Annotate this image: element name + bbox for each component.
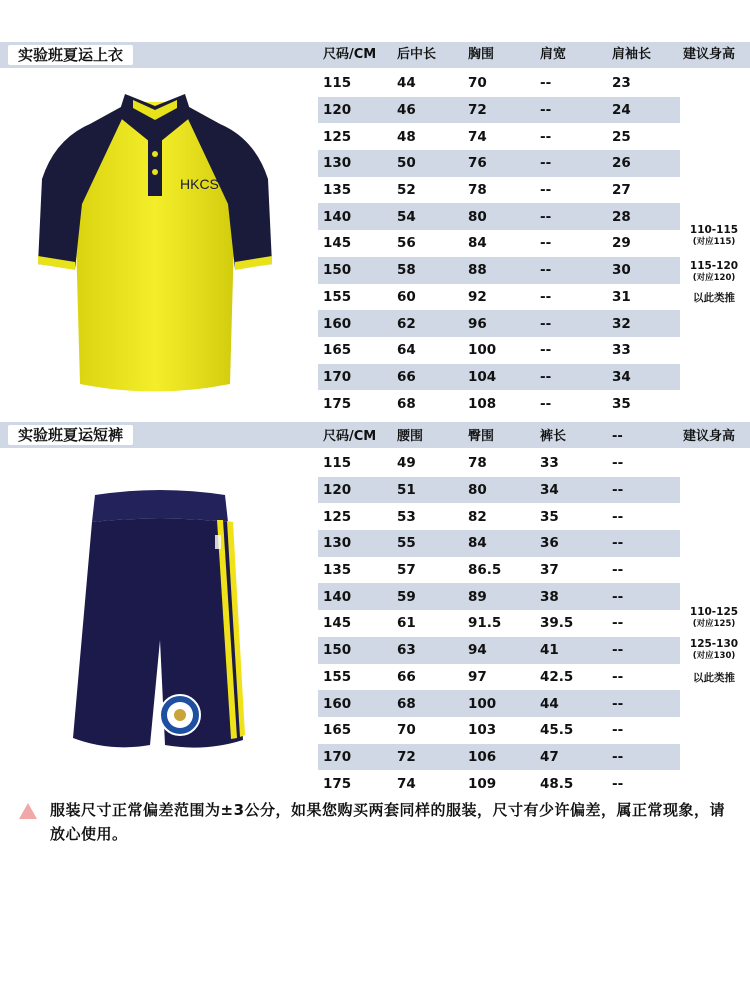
shorts-cell: 84 (463, 530, 535, 557)
shirt-size-table (318, 70, 680, 417)
shirt-cell: 30 (607, 257, 680, 284)
shorts-image (65, 490, 255, 770)
shorts-row (318, 450, 680, 477)
shorts-cell: 170 (318, 744, 392, 771)
shorts-row (318, 503, 680, 530)
shirt-cell: -- (540, 75, 552, 92)
shorts-cell: -- (612, 508, 624, 525)
shirt-cell: 25 (612, 128, 631, 145)
shirt-row (318, 364, 680, 391)
shirt-cell: 33 (612, 342, 631, 359)
shirt-col-sleeve: 肩袖长 (612, 47, 652, 62)
shirt-row (318, 390, 680, 417)
shorts-cell: 63 (392, 637, 463, 664)
shirt-row (318, 123, 680, 150)
shorts-cell: 106 (463, 744, 535, 771)
shirt-cell: 26 (607, 150, 680, 177)
shirt-cell: -- (535, 257, 607, 284)
shirt-cell: 165 (323, 342, 352, 359)
shirt-row (318, 337, 680, 364)
shirt-cell: 170 (318, 364, 392, 391)
shirt-cell: 175 (323, 395, 352, 412)
shorts-cell: 109 (468, 775, 497, 792)
shirt-row (318, 150, 680, 177)
shorts-rec-note1: (对应125) (692, 619, 736, 629)
shorts-rec-etc: 以此类推 (693, 672, 735, 684)
shorts-cell: 160 (318, 690, 392, 717)
shirt-cell: 64 (397, 342, 416, 359)
shirt-cell: 72 (463, 97, 535, 124)
shorts-cell: 150 (318, 637, 392, 664)
shirt-cell: 66 (392, 364, 463, 391)
shirt-cell: 92 (468, 288, 487, 305)
shorts-col-length: 裤长 (540, 429, 567, 444)
shorts-cell: 91.5 (468, 615, 502, 632)
shorts-cell: 80 (463, 477, 535, 504)
shorts-cell: 135 (323, 562, 352, 579)
shirt-col-size: 尺码/CM (323, 47, 377, 62)
shorts-cell: -- (607, 477, 680, 504)
shirt-cell: -- (540, 395, 552, 412)
shorts-cell: 51 (392, 477, 463, 504)
shorts-cell: -- (607, 530, 680, 557)
shorts-col-waist: 腰围 (397, 429, 424, 444)
shirt-cell: -- (535, 364, 607, 391)
shirt-cell: 31 (612, 288, 631, 305)
shorts-cell: 68 (392, 690, 463, 717)
shirt-cell: 88 (463, 257, 535, 284)
shirt-row (318, 257, 680, 284)
shirt-cell: 56 (397, 235, 416, 252)
shirt-row (318, 284, 680, 311)
shirt-rec-etc: 以此类推 (693, 292, 735, 304)
shirt-cell: 140 (318, 203, 392, 230)
shirt-cell: 160 (318, 310, 392, 337)
shirt-col-back-length: 后中长 (397, 47, 437, 62)
shorts-cell: 41 (535, 637, 607, 664)
shorts-cell: 86.5 (468, 562, 502, 579)
shorts-row (318, 744, 680, 771)
shirt-cell: 150 (318, 257, 392, 284)
shorts-col-blank: -- (612, 429, 623, 444)
shorts-cell: 53 (397, 508, 416, 525)
shorts-cell: -- (612, 615, 624, 632)
shirt-cell: 48 (397, 128, 416, 145)
shirt-cell: -- (535, 203, 607, 230)
shirt-cell: -- (540, 342, 552, 359)
shirt-rec-range2: 115-120 (689, 260, 739, 272)
size-deviation-note: 服装尺寸正常偏差范围为±3公分，如果您购买两套同样的服装，尺寸有少许偏差，属正常现象，请放心使用。 (50, 801, 726, 843)
shirt-cell: 50 (392, 150, 463, 177)
shirt-row (318, 97, 680, 124)
shirt-title: 实验班夏运上衣 (8, 45, 133, 65)
shorts-cell: 33 (540, 455, 559, 472)
shirt-cell: 70 (468, 75, 487, 92)
shorts-cell: 78 (468, 455, 487, 472)
shorts-row (318, 637, 680, 664)
shirt-cell: 28 (607, 203, 680, 230)
shirt-cell: 52 (397, 182, 416, 199)
shirt-cell: 44 (397, 75, 416, 92)
shorts-cell: 100 (463, 690, 535, 717)
shirt-cell: 76 (463, 150, 535, 177)
shirt-cell: 80 (463, 203, 535, 230)
shorts-rec-note2: (对应130) (692, 651, 736, 661)
shirt-cell: -- (535, 310, 607, 337)
shorts-cell: 74 (397, 775, 416, 792)
shorts-cell: 49 (397, 455, 416, 472)
shorts-cell: 37 (540, 562, 559, 579)
shirt-cell: 78 (468, 182, 487, 199)
shirt-logo-text: HKCS (180, 176, 219, 192)
shorts-cell: 66 (397, 668, 416, 685)
shorts-row (318, 610, 680, 637)
shorts-cell: 70 (397, 722, 416, 739)
shirt-cell: 125 (323, 128, 352, 145)
shirt-cell: 115 (323, 75, 352, 92)
shorts-cell: 38 (535, 583, 607, 610)
shirt-cell: 130 (318, 150, 392, 177)
shorts-row (318, 557, 680, 584)
shorts-cell: 175 (323, 775, 352, 792)
shorts-cell: 55 (392, 530, 463, 557)
shorts-cell: -- (612, 775, 624, 792)
shorts-cell: 97 (468, 668, 487, 685)
shorts-row (318, 770, 680, 797)
shorts-cell: 39.5 (540, 615, 574, 632)
shorts-cell: -- (607, 637, 680, 664)
shirt-cell: 96 (463, 310, 535, 337)
shirt-cell: -- (540, 182, 552, 199)
shorts-cell: 125 (323, 508, 352, 525)
shorts-row (318, 690, 680, 717)
shorts-cell: 94 (463, 637, 535, 664)
shirt-col-height: 建议身高 (683, 47, 736, 62)
shorts-rec-range1: 110-125 (689, 606, 739, 618)
shirt-cell: -- (540, 128, 552, 145)
shirt-cell: 23 (612, 75, 631, 92)
shorts-cell: -- (607, 690, 680, 717)
shorts-cell: -- (612, 668, 624, 685)
shorts-row (318, 477, 680, 504)
shirt-cell: 100 (468, 342, 497, 359)
shirt-cell: 135 (323, 182, 352, 199)
shirt-row (318, 177, 680, 204)
shorts-row (318, 664, 680, 691)
shorts-size-table (318, 450, 680, 797)
shorts-cell: 45.5 (540, 722, 574, 739)
shorts-cell: -- (612, 455, 624, 472)
shirt-cell: 29 (612, 235, 631, 252)
shorts-rec-range2: 125-130 (689, 638, 739, 650)
shorts-col-hip: 臀围 (468, 429, 495, 444)
shirt-row (318, 310, 680, 337)
shirt-cell: 54 (392, 203, 463, 230)
shirt-cell: 62 (392, 310, 463, 337)
shorts-cell: 44 (535, 690, 607, 717)
shorts-cell: 47 (535, 744, 607, 771)
shirt-cell: 35 (612, 395, 631, 412)
polo-shirt-image (30, 84, 280, 394)
shorts-cell: 103 (468, 722, 497, 739)
shirt-recommend (682, 224, 746, 305)
shorts-cell: 48.5 (540, 775, 574, 792)
shirt-cell: 120 (318, 97, 392, 124)
shirt-cell: -- (540, 288, 552, 305)
shorts-cell: 89 (463, 583, 535, 610)
shorts-cell: 35 (540, 508, 559, 525)
shirt-cell: -- (540, 235, 552, 252)
shirt-col-chest: 胸围 (468, 47, 495, 62)
shorts-row (318, 583, 680, 610)
shirt-cell: 145 (323, 235, 352, 252)
shorts-cell: 82 (468, 508, 487, 525)
warning-triangle-icon (18, 802, 38, 820)
shorts-cell: 155 (323, 668, 352, 685)
shorts-cell: -- (612, 722, 624, 739)
shirt-cell: 32 (607, 310, 680, 337)
shorts-cell: -- (607, 583, 680, 610)
shirt-cell: 104 (463, 364, 535, 391)
shirt-cell: 58 (392, 257, 463, 284)
shorts-cell: 57 (397, 562, 416, 579)
shirt-cell: -- (535, 150, 607, 177)
shorts-recommend (682, 606, 746, 685)
shirt-cell: 24 (607, 97, 680, 124)
shorts-cell: 34 (535, 477, 607, 504)
shorts-cell: 36 (535, 530, 607, 557)
shorts-cell: 165 (323, 722, 352, 739)
shirt-cell: 27 (612, 182, 631, 199)
shirt-cell: 155 (323, 288, 352, 305)
shirt-cell: 68 (397, 395, 416, 412)
shorts-cell: 145 (323, 615, 352, 632)
shirt-cell: 74 (468, 128, 487, 145)
shorts-cell: 42.5 (540, 668, 574, 685)
shirt-cell: -- (535, 97, 607, 124)
shirt-rec-range1: 110-115 (689, 224, 739, 236)
shorts-cell: -- (607, 744, 680, 771)
shorts-cell: 140 (318, 583, 392, 610)
shirt-rec-note2: (对应120) (692, 273, 736, 283)
shorts-title: 实验班夏运短裤 (8, 425, 133, 445)
shorts-cell: 130 (318, 530, 392, 557)
shirt-col-shoulder: 肩宽 (540, 47, 567, 62)
shirt-cell: 108 (468, 395, 497, 412)
shorts-row (318, 530, 680, 557)
shorts-cell: 59 (392, 583, 463, 610)
shorts-row (318, 717, 680, 744)
shorts-cell: 120 (318, 477, 392, 504)
shirt-cell: 60 (397, 288, 416, 305)
shirt-cell: 34 (607, 364, 680, 391)
shorts-col-size: 尺码/CM (323, 429, 377, 444)
shorts-cell: 115 (323, 455, 352, 472)
shirt-row (318, 203, 680, 230)
shorts-cell: 72 (392, 744, 463, 771)
shirt-rec-note1: (对应115) (692, 237, 736, 247)
shirt-cell: 84 (468, 235, 487, 252)
shirt-cell: 46 (392, 97, 463, 124)
shorts-cell: 61 (397, 615, 416, 632)
shirt-row (318, 70, 680, 97)
shirt-row (318, 230, 680, 257)
shorts-cell: -- (612, 562, 624, 579)
shorts-col-height: 建议身高 (683, 429, 736, 444)
